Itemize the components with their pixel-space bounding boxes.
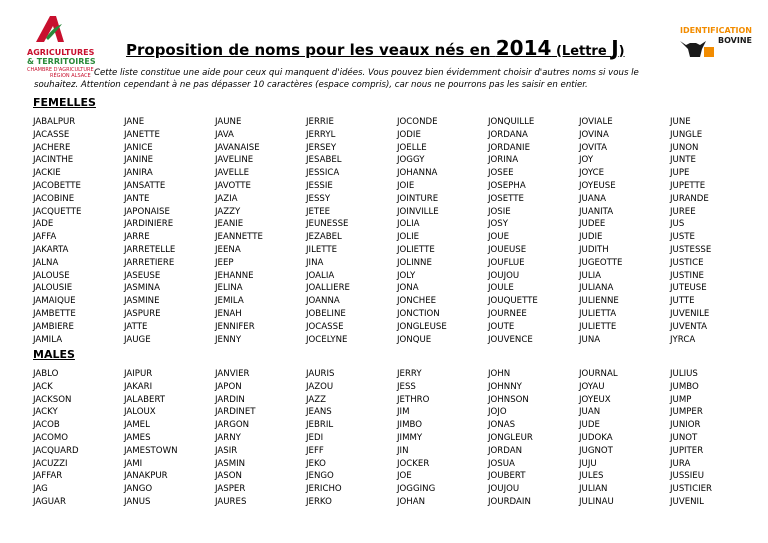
name-item: JORDANA xyxy=(488,129,528,140)
females-column xyxy=(215,116,306,346)
name-item: JAMBETTE xyxy=(33,308,76,319)
name-item: JOLIETTE xyxy=(397,244,435,255)
name-item: JUMP xyxy=(670,394,692,405)
females-column xyxy=(124,116,215,346)
logo-text-2: & TERRITOIRES xyxy=(27,57,96,66)
title-main: Proposition de noms pour les veaux nés en xyxy=(126,41,496,59)
name-item: JANSATTE xyxy=(124,180,166,191)
name-item: JANVIER xyxy=(215,369,250,379)
name-item: JULINAU xyxy=(579,496,614,507)
name-item: JUVENTA xyxy=(670,321,708,332)
intro-line-1: Cette liste constitue une aide pour ceux qui manquent d'idées. Vous pouvez bien évidemment choisir d'autres noms si vous le xyxy=(94,68,639,78)
name-item: JACK xyxy=(33,381,53,392)
name-item: JACOBINE xyxy=(33,193,75,204)
name-item: JOHNSON xyxy=(488,394,529,405)
name-item: JOGGY xyxy=(397,155,425,166)
name-item: JOSUA xyxy=(488,458,515,469)
name-item: JACKY xyxy=(33,407,58,418)
females-column xyxy=(670,116,761,346)
name-item: JAPONAISE xyxy=(124,206,170,217)
name-item: JAVOTTE xyxy=(215,180,251,191)
name-item: JONQUE xyxy=(397,334,432,345)
name-item: JIMBO xyxy=(397,420,422,431)
name-item: JUPITER xyxy=(670,445,704,456)
name-item: JAMESTOWN xyxy=(124,445,178,456)
name-item: JOCONDE xyxy=(397,117,438,127)
name-item: JOALLIERE xyxy=(306,283,350,294)
logo-mark-icon xyxy=(34,14,68,44)
name-item: JASEUSE xyxy=(124,270,161,281)
name-item: JANETTE xyxy=(124,129,160,140)
name-item: JAZOU xyxy=(306,381,334,392)
name-item: JAKARI xyxy=(124,381,153,392)
name-item: JACOB xyxy=(33,420,60,431)
page-title xyxy=(126,36,625,60)
name-item: JATTE xyxy=(124,321,148,332)
name-item: JALOUSIE xyxy=(33,283,73,294)
name-item: JALOUX xyxy=(124,407,156,418)
name-item: JANIRA xyxy=(124,168,153,179)
males-column xyxy=(397,368,488,509)
name-item: JENGO xyxy=(306,471,334,482)
name-item: JUPETTE xyxy=(670,180,706,191)
name-item: JACKSON xyxy=(33,394,72,405)
name-item: JARDINIERE xyxy=(124,219,174,230)
name-item: JULIAN xyxy=(579,484,608,495)
name-item: JUVENIL xyxy=(670,496,704,507)
name-item: JEHANNE xyxy=(215,270,254,281)
name-item: JASIR xyxy=(215,445,238,456)
name-item: JOELLE xyxy=(397,142,427,153)
name-item: JOINTURE xyxy=(397,193,439,204)
name-item: JURANDE xyxy=(670,193,709,204)
name-item: JAZIA xyxy=(215,193,238,204)
name-item: JASPURE xyxy=(124,308,161,319)
name-item: JONCTION xyxy=(397,308,440,319)
name-item: JACINTHE xyxy=(33,155,74,166)
name-item: JASMINE xyxy=(124,296,160,307)
name-item: JOSEPHA xyxy=(488,180,526,191)
name-item: JUS xyxy=(670,219,685,230)
name-item: JETEE xyxy=(306,206,331,217)
name-item: JEANNETTE xyxy=(215,232,263,243)
name-item: JULIUS xyxy=(670,369,698,379)
name-item: JUSTESSE xyxy=(670,244,712,255)
name-item: JUMPER xyxy=(670,407,703,418)
name-item: JERSEY xyxy=(306,142,337,153)
name-item: JUGNOT xyxy=(579,445,613,456)
name-item: JACQUETTE xyxy=(33,206,82,217)
name-item: JONCHEE xyxy=(397,296,437,307)
logo-right-text-2: BOVINE xyxy=(717,36,752,45)
name-item: JOVITA xyxy=(579,142,608,153)
name-item: JAURES xyxy=(215,496,247,507)
name-item: JAMEL xyxy=(124,420,150,431)
cow-icon xyxy=(678,37,718,59)
title-lettre: (Lettre xyxy=(551,44,612,59)
name-item: JARRETELLE xyxy=(124,244,176,255)
name-item: JOYAU xyxy=(579,381,605,392)
name-item: JARGON xyxy=(215,420,250,431)
name-item: JUVENILE xyxy=(670,308,710,319)
name-item: JUSSIEU xyxy=(670,471,704,482)
name-item: JACOBETTE xyxy=(33,180,81,191)
name-item: JORDANIE xyxy=(488,142,531,153)
name-item: JERKO xyxy=(306,496,332,507)
name-item: JOBELINE xyxy=(306,308,346,319)
name-item: JOCELYNE xyxy=(306,334,348,345)
name-item: JOYEUX xyxy=(579,394,611,405)
name-item: JAFFA xyxy=(33,232,57,243)
name-item: JUNIOR xyxy=(670,420,701,431)
name-item: JUNE xyxy=(670,117,691,127)
name-item: JANTE xyxy=(124,193,150,204)
name-item: JOUJOU xyxy=(488,484,520,495)
name-item: JOLY xyxy=(397,270,416,281)
name-item: JONAS xyxy=(488,420,516,431)
name-item: JOSY xyxy=(488,219,509,230)
name-item: JERRYL xyxy=(306,129,336,140)
name-item: JAMBIERE xyxy=(33,321,74,332)
name-item: JEUNESSE xyxy=(306,219,349,230)
females-column xyxy=(397,116,488,346)
name-item: JUSTICE xyxy=(670,257,704,268)
name-item: JEZABEL xyxy=(306,232,342,243)
name-item: JEFF xyxy=(306,445,324,456)
name-item: JADE xyxy=(33,219,54,230)
name-item: JEMILA xyxy=(215,296,244,307)
logo-right-text-1: IDENTIFICATION xyxy=(679,26,752,35)
name-item: JOUTE xyxy=(488,321,515,332)
name-item: JAMILA xyxy=(33,334,63,345)
name-item: JODIE xyxy=(397,129,421,140)
name-item: JULIETTE xyxy=(579,321,617,332)
name-item: JONA xyxy=(397,283,419,294)
name-item: JONGLEUSE xyxy=(397,321,447,332)
name-item: JARRE xyxy=(124,232,150,243)
identification-bovine-logo xyxy=(668,26,752,60)
title-letter: J xyxy=(611,36,619,60)
females-column xyxy=(579,116,670,346)
name-item: JOSEE xyxy=(488,168,514,179)
name-item: JAPON xyxy=(215,381,242,392)
name-item: JUDEE xyxy=(579,219,606,230)
name-item: JUNON xyxy=(670,142,699,153)
name-item: JOALIA xyxy=(306,270,335,281)
name-item: JOE xyxy=(397,471,412,482)
name-item: JACKIE xyxy=(33,168,61,179)
name-item: JULIETTA xyxy=(579,308,617,319)
name-item: JOGGING xyxy=(397,484,436,495)
name-item: JACOMO xyxy=(33,432,69,443)
name-item: JANGO xyxy=(124,484,153,495)
name-item: JEBRIL xyxy=(306,420,334,431)
name-item: JOURDAIN xyxy=(488,496,531,507)
name-item: JAIPUR xyxy=(124,369,153,379)
name-item: JOJO xyxy=(488,407,507,418)
name-item: JOUFLUE xyxy=(488,257,525,268)
name-item: JUTTE xyxy=(670,296,695,307)
name-item: JUNOT xyxy=(670,432,698,443)
name-item: JESSY xyxy=(306,193,331,204)
name-item: JOUBERT xyxy=(488,471,526,482)
name-item: JENAH xyxy=(215,308,242,319)
name-item: JUMBO xyxy=(670,381,699,392)
name-item: JOCASSE xyxy=(306,321,344,332)
name-item: JOLINNE xyxy=(397,257,432,268)
name-item: JURA xyxy=(670,458,691,469)
name-item: JUSTICIER xyxy=(670,484,712,495)
name-item: JUTEUSE xyxy=(670,283,707,294)
name-item: JYRCA xyxy=(670,334,696,345)
name-item: JANICE xyxy=(124,142,153,153)
name-item: JAMAIQUE xyxy=(33,296,76,307)
name-item: JIN xyxy=(397,445,409,456)
name-item: JUANA xyxy=(579,193,607,204)
name-item: JAVA xyxy=(215,129,234,140)
name-item: JERRY xyxy=(397,369,422,379)
name-item: JUNA xyxy=(579,334,601,345)
name-item: JUDOKA xyxy=(579,432,613,443)
name-item: JAGUAR xyxy=(33,496,66,507)
name-item: JOHANNA xyxy=(397,168,438,179)
name-item: JANUS xyxy=(124,496,151,507)
males-column xyxy=(215,368,306,509)
name-item: JAVANAISE xyxy=(215,142,260,153)
name-item: JAZZ xyxy=(306,394,327,405)
name-item: JAVELINE xyxy=(215,155,254,166)
males-column xyxy=(488,368,579,509)
name-item: JOURNAL xyxy=(579,369,618,379)
name-item: JOSIE xyxy=(488,206,511,217)
name-item: JULIA xyxy=(579,270,602,281)
name-item: JOHNNY xyxy=(488,381,522,392)
name-item: JUGEOTTE xyxy=(579,257,623,268)
intro-line-2: souhaitez. Attention cependant à ne pas dépasser 10 caractères (espace compris), car nous ne pourrons pas les saisir en entier. xyxy=(34,80,588,90)
logo-text-1: AGRICULTURES xyxy=(27,48,95,57)
chambre-agriculture-logo xyxy=(26,14,96,84)
name-item: JALOUSE xyxy=(33,270,70,281)
name-item: JERICHO xyxy=(306,484,342,495)
name-item: JIM xyxy=(397,407,410,418)
females-heading: FEMELLES xyxy=(33,96,96,109)
name-item: JUDITH xyxy=(579,244,609,255)
name-item: JINA xyxy=(306,257,324,268)
name-item: JESSIE xyxy=(306,180,333,191)
name-item: JULIENNE xyxy=(579,296,619,307)
name-item: JENNY xyxy=(215,334,242,345)
name-item: JOULE xyxy=(488,283,514,294)
females-name-grid xyxy=(33,116,761,346)
name-item: JUREE xyxy=(670,206,696,217)
name-item: JOUQUETTE xyxy=(488,296,538,307)
name-item: JAUNE xyxy=(215,117,242,127)
name-item: JANINE xyxy=(124,155,154,166)
name-item: JORINA xyxy=(488,155,519,166)
name-item: JOHN xyxy=(488,369,511,379)
name-item: JOURNEE xyxy=(488,308,527,319)
name-item: JARDINET xyxy=(215,407,256,418)
name-item: JASPER xyxy=(215,484,246,495)
name-item: JUANITA xyxy=(579,206,614,217)
name-item: JOCKER xyxy=(397,458,430,469)
males-column xyxy=(670,368,761,509)
name-item: JEDI xyxy=(306,432,324,443)
name-item: JESABEL xyxy=(306,155,342,166)
name-item: JACHERE xyxy=(33,142,71,153)
name-item: JARRETIERE xyxy=(124,257,175,268)
name-item: JENNIFER xyxy=(215,321,255,332)
name-item: JOYCE xyxy=(579,168,605,179)
name-item: JOIE xyxy=(397,180,415,191)
males-name-grid xyxy=(33,368,761,509)
name-item: JONGLEUR xyxy=(488,432,533,443)
females-column xyxy=(33,116,124,346)
males-column xyxy=(124,368,215,509)
name-item: JEEP xyxy=(215,257,234,268)
name-item: JOUJOU xyxy=(488,270,520,281)
name-item: JOHAN xyxy=(397,496,426,507)
males-heading: MALES xyxy=(33,348,75,361)
logo-text-3: CHAMBRE D'AGRICULTURE xyxy=(27,67,94,73)
name-item: JILETTE xyxy=(306,244,338,255)
name-item: JUNTE xyxy=(670,155,696,166)
name-item: JOYEUSE xyxy=(579,180,616,191)
males-column xyxy=(306,368,397,509)
name-item: JABALPUR xyxy=(33,117,76,127)
name-item: JETHRO xyxy=(397,394,430,405)
name-item: JUSTE xyxy=(670,232,695,243)
name-item: JOUEUSE xyxy=(488,244,527,255)
name-item: JULES xyxy=(579,471,604,482)
name-item: JORDAN xyxy=(488,445,523,456)
name-item: JOY xyxy=(579,155,594,166)
name-item: JEANIE xyxy=(215,219,244,230)
name-item: JAFFAR xyxy=(33,471,63,482)
females-column xyxy=(306,116,397,346)
name-item: JOUE xyxy=(488,232,510,243)
name-item: JANAKPUR xyxy=(124,471,168,482)
name-item: JALNA xyxy=(33,257,59,268)
name-item: JEKO xyxy=(306,458,326,469)
males-column xyxy=(579,368,670,509)
name-item: JAG xyxy=(33,484,48,495)
name-item: JASMINA xyxy=(124,283,160,294)
name-item: JUNGLE xyxy=(670,129,703,140)
name-item: JACUZZI xyxy=(33,458,68,469)
name-item: JIMMY xyxy=(397,432,423,443)
name-item: JAUGE xyxy=(124,334,151,345)
name-item: JESSICA xyxy=(306,168,340,179)
name-item: JAMES xyxy=(124,432,151,443)
name-item: JUAN xyxy=(579,407,601,418)
name-item: JOVIALE xyxy=(579,117,613,127)
name-item: JEENA xyxy=(215,244,241,255)
name-item: JOUVENCE xyxy=(488,334,533,345)
name-item: JALABERT xyxy=(124,394,166,405)
name-item: JACQUARD xyxy=(33,445,79,456)
name-item: JERRIE xyxy=(306,117,334,127)
name-item: JOSETTE xyxy=(488,193,524,204)
name-item: JONQUILLE xyxy=(488,117,535,127)
name-item: JACASSE xyxy=(33,129,70,140)
name-item: JAVELLE xyxy=(215,168,250,179)
name-item: JANE xyxy=(124,117,145,127)
title-close: ) xyxy=(618,44,625,59)
name-item: JUJU xyxy=(579,458,597,469)
name-item: JARNY xyxy=(215,432,241,443)
name-item: JUSTINE xyxy=(670,270,704,281)
name-item: JARDIN xyxy=(215,394,245,405)
name-item: JOANNA xyxy=(306,296,340,307)
name-item: JASMIN xyxy=(215,458,246,469)
name-item: JABLO xyxy=(33,369,59,379)
title-year: 2014 xyxy=(495,36,552,60)
name-item: JESS xyxy=(397,381,416,392)
name-item: JAURIS xyxy=(306,369,335,379)
name-item: JOVINA xyxy=(579,129,609,140)
name-item: JAKARTA xyxy=(33,244,69,255)
name-item: JELINA xyxy=(215,283,243,294)
name-item: JAZZY xyxy=(215,206,241,217)
name-item: JAMI xyxy=(124,458,143,469)
name-item: JOLIE xyxy=(397,232,420,243)
name-item: JULIANA xyxy=(579,283,614,294)
name-item: JOLIA xyxy=(397,219,420,230)
name-item: JEANS xyxy=(306,407,332,418)
name-item: JUDIE xyxy=(579,232,603,243)
name-item: JUPE xyxy=(670,168,690,179)
males-column xyxy=(33,368,124,509)
females-column xyxy=(488,116,579,346)
name-item: JOINVILLE xyxy=(397,206,439,217)
name-item: JASON xyxy=(215,471,242,482)
name-item: JUDE xyxy=(579,420,600,431)
logo-text-4: RÉGION ALSACE xyxy=(50,73,91,79)
